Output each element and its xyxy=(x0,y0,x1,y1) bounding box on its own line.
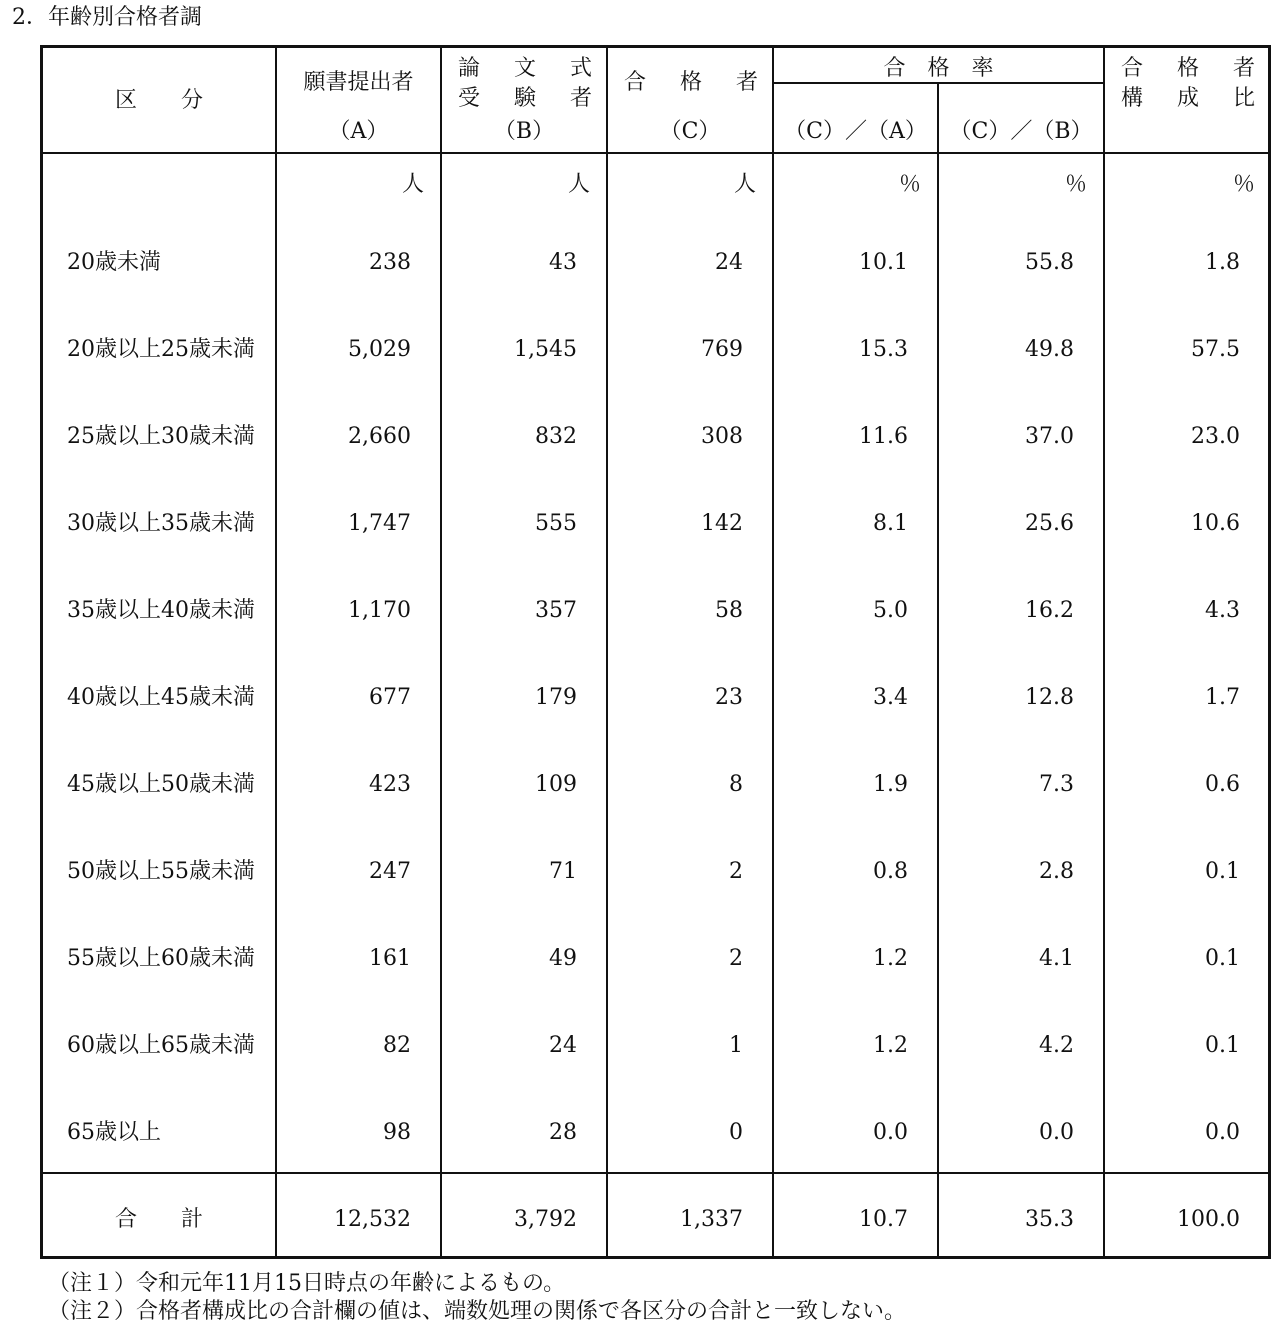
cell-applicants: 5,029 xyxy=(348,337,411,362)
cell-passers: 769 xyxy=(701,337,743,362)
header-divider xyxy=(43,152,1268,154)
row-3 xyxy=(43,511,1268,537)
unit-label: ％ xyxy=(898,172,921,197)
col-divider xyxy=(606,48,608,1256)
header-ratio-char: 格 xyxy=(1176,56,1199,81)
cell-ratio: 0.1 xyxy=(1205,1033,1240,1058)
cell-rate-cb: 2.8 xyxy=(1039,859,1074,884)
row-label: 55歳以上60歳未満 xyxy=(67,946,255,971)
header-essay-char: 験 xyxy=(513,86,536,111)
cell-applicants: 677 xyxy=(369,685,411,710)
header-rate-ca: （C）／（A） xyxy=(784,119,927,144)
header-essay-char: 者 xyxy=(569,86,592,111)
cell-ratio: 0.6 xyxy=(1205,772,1240,797)
cell-rate-ca: 15.3 xyxy=(859,337,908,362)
cell-essay: 832 xyxy=(535,424,577,449)
cell-rate-cb: 55.8 xyxy=(1025,250,1074,275)
header-passers-code: （C） xyxy=(659,119,721,144)
cell-ratio: 57.5 xyxy=(1191,337,1240,362)
cell-rate-ca: 1.9 xyxy=(873,772,908,797)
row-1 xyxy=(43,337,1268,363)
cell-ratio: 10.6 xyxy=(1191,511,1240,536)
total-passers: 1,337 xyxy=(680,1207,743,1232)
col-divider xyxy=(440,48,442,1256)
cell-rate-cb: 7.3 xyxy=(1039,772,1074,797)
cell-applicants: 2,660 xyxy=(348,424,411,449)
cell-rate-ca: 1.2 xyxy=(873,946,908,971)
cell-essay: 49 xyxy=(549,946,577,971)
total-row xyxy=(43,1207,1268,1233)
row-label: 40歳以上45歳未満 xyxy=(67,685,255,710)
cell-essay: 109 xyxy=(535,772,577,797)
header-rate-cb: （C）／（B） xyxy=(949,119,1093,144)
cell-ratio: 0.1 xyxy=(1205,946,1240,971)
header-ratio-char: 比 xyxy=(1232,86,1255,111)
header-ratio-char: 成 xyxy=(1176,86,1199,111)
cell-ratio: 0.1 xyxy=(1205,859,1240,884)
row-8 xyxy=(43,946,1268,972)
cell-passers: 142 xyxy=(701,511,743,536)
cell-rate-ca: 0.0 xyxy=(873,1120,908,1145)
unit-label: ％ xyxy=(1232,172,1255,197)
row-10 xyxy=(43,1120,1268,1146)
row-4 xyxy=(43,598,1268,624)
row-label: 30歳以上35歳未満 xyxy=(67,511,255,536)
total-essay: 3,792 xyxy=(514,1207,577,1232)
header-applicants: 願書提出者 xyxy=(303,70,414,95)
row-9 xyxy=(43,1033,1268,1059)
cell-rate-cb: 16.2 xyxy=(1025,598,1074,623)
header-ratio-line2 xyxy=(1121,86,1255,112)
cell-applicants: 1,747 xyxy=(348,511,411,536)
row-label: 35歳以上40歳未満 xyxy=(67,598,255,623)
cell-applicants: 82 xyxy=(383,1033,411,1058)
header-essay-line1 xyxy=(458,56,592,82)
row-0 xyxy=(43,250,1268,276)
cell-passers: 2 xyxy=(729,859,743,884)
total-rate-cb: 35.3 xyxy=(1025,1207,1074,1232)
cell-rate-ca: 3.4 xyxy=(873,685,908,710)
header-passers-char: 者 xyxy=(735,70,758,95)
header-ratio-char: 者 xyxy=(1232,56,1255,81)
cell-rate-ca: 0.8 xyxy=(873,859,908,884)
cell-essay: 179 xyxy=(535,685,577,710)
unit-label: ％ xyxy=(1064,172,1087,197)
row-label: 60歳以上65歳未満 xyxy=(67,1033,255,1058)
header-rate: 合 格 率 xyxy=(883,56,994,81)
cell-ratio: 4.3 xyxy=(1205,598,1240,623)
cell-rate-cb: 25.6 xyxy=(1025,511,1074,536)
cell-ratio: 23.0 xyxy=(1191,424,1240,449)
cell-essay: 357 xyxy=(535,598,577,623)
cell-rate-ca: 11.6 xyxy=(859,424,908,449)
cell-rate-cb: 12.8 xyxy=(1025,685,1074,710)
col-divider xyxy=(1103,48,1105,1256)
page-title: 2．年齢別合格者調 xyxy=(12,5,202,30)
cell-essay: 43 xyxy=(549,250,577,275)
cell-essay: 28 xyxy=(549,1120,577,1145)
header-essay-char: 論 xyxy=(458,56,481,81)
cell-passers: 308 xyxy=(701,424,743,449)
row-label: 20歳以上25歳未満 xyxy=(67,337,255,362)
header-essay-line2 xyxy=(458,86,592,112)
header-ratio-char: 合 xyxy=(1121,56,1144,81)
header-ratio-char: 構 xyxy=(1121,86,1144,111)
header-passers xyxy=(624,70,758,96)
cell-applicants: 423 xyxy=(369,772,411,797)
header-essay-char: 式 xyxy=(569,56,592,81)
cell-ratio: 0.0 xyxy=(1205,1120,1240,1145)
row-label: 20歳未満 xyxy=(67,250,161,275)
cell-rate-cb: 4.1 xyxy=(1039,946,1074,971)
cell-passers: 2 xyxy=(729,946,743,971)
cell-essay: 1,545 xyxy=(514,337,577,362)
cell-ratio: 1.8 xyxy=(1205,250,1240,275)
cell-rate-cb: 37.0 xyxy=(1025,424,1074,449)
row-6 xyxy=(43,772,1268,798)
cell-rate-ca: 8.1 xyxy=(873,511,908,536)
cell-applicants: 238 xyxy=(369,250,411,275)
header-ratio-line1 xyxy=(1121,56,1255,82)
header-essay-char: 受 xyxy=(458,86,481,111)
header-passers-char: 合 xyxy=(624,70,647,95)
cell-applicants: 98 xyxy=(383,1120,411,1145)
cell-rate-ca: 1.2 xyxy=(873,1033,908,1058)
cell-ratio: 1.7 xyxy=(1205,685,1240,710)
cell-essay: 555 xyxy=(535,511,577,536)
cell-essay: 24 xyxy=(549,1033,577,1058)
cell-passers: 0 xyxy=(729,1120,743,1145)
total-divider xyxy=(43,1172,1268,1174)
cell-rate-cb: 49.8 xyxy=(1025,337,1074,362)
unit-label: 人 xyxy=(733,172,756,197)
cell-rate-ca: 5.0 xyxy=(873,598,908,623)
cell-rate-ca: 10.1 xyxy=(859,250,908,275)
cell-rate-cb: 0.0 xyxy=(1039,1120,1074,1145)
header-essay-char: 文 xyxy=(513,56,536,81)
cell-passers: 23 xyxy=(715,685,743,710)
cell-passers: 8 xyxy=(729,772,743,797)
rate-header-divider xyxy=(774,82,1103,84)
header-applicants-code: （A） xyxy=(328,119,389,144)
cell-essay: 71 xyxy=(549,859,577,884)
row-2 xyxy=(43,424,1268,450)
cell-passers: 1 xyxy=(729,1033,743,1058)
row-7 xyxy=(43,859,1268,885)
total-ratio: 100.0 xyxy=(1177,1207,1240,1232)
col-divider xyxy=(275,48,277,1256)
header-essay-code: （B） xyxy=(493,119,555,144)
row-label: 25歳以上30歳未満 xyxy=(67,424,255,449)
age-pass-table xyxy=(40,45,1271,1259)
cell-passers: 24 xyxy=(715,250,743,275)
row-label: 65歳以上 xyxy=(67,1120,161,1145)
row-label: 50歳以上55歳未満 xyxy=(67,859,255,884)
footnote-2: （注２）合格者構成比の合計欄の値は、端数処理の関係で各区分の合計と一致しない。 xyxy=(48,1299,907,1324)
unit-label: 人 xyxy=(567,172,590,197)
cell-rate-cb: 4.2 xyxy=(1039,1033,1074,1058)
footnotes xyxy=(48,1270,906,1326)
cell-applicants: 247 xyxy=(369,859,411,884)
col-divider xyxy=(772,48,774,1256)
header-category: 区 分 xyxy=(114,88,203,113)
unit-label: 人 xyxy=(401,172,424,197)
row-label: 45歳以上50歳未満 xyxy=(67,772,255,797)
total-rate-ca: 10.7 xyxy=(859,1207,908,1232)
row-5 xyxy=(43,685,1268,711)
cell-applicants: 1,170 xyxy=(348,598,411,623)
cell-passers: 58 xyxy=(715,598,743,623)
total-applicants: 12,532 xyxy=(334,1207,411,1232)
footnote-1: （注１）令和元年11月15日時点の年齢によるもの。 xyxy=(48,1271,566,1296)
header-passers-char: 格 xyxy=(679,70,702,95)
cell-applicants: 161 xyxy=(369,946,411,971)
total-label: 合 計 xyxy=(114,1207,203,1232)
